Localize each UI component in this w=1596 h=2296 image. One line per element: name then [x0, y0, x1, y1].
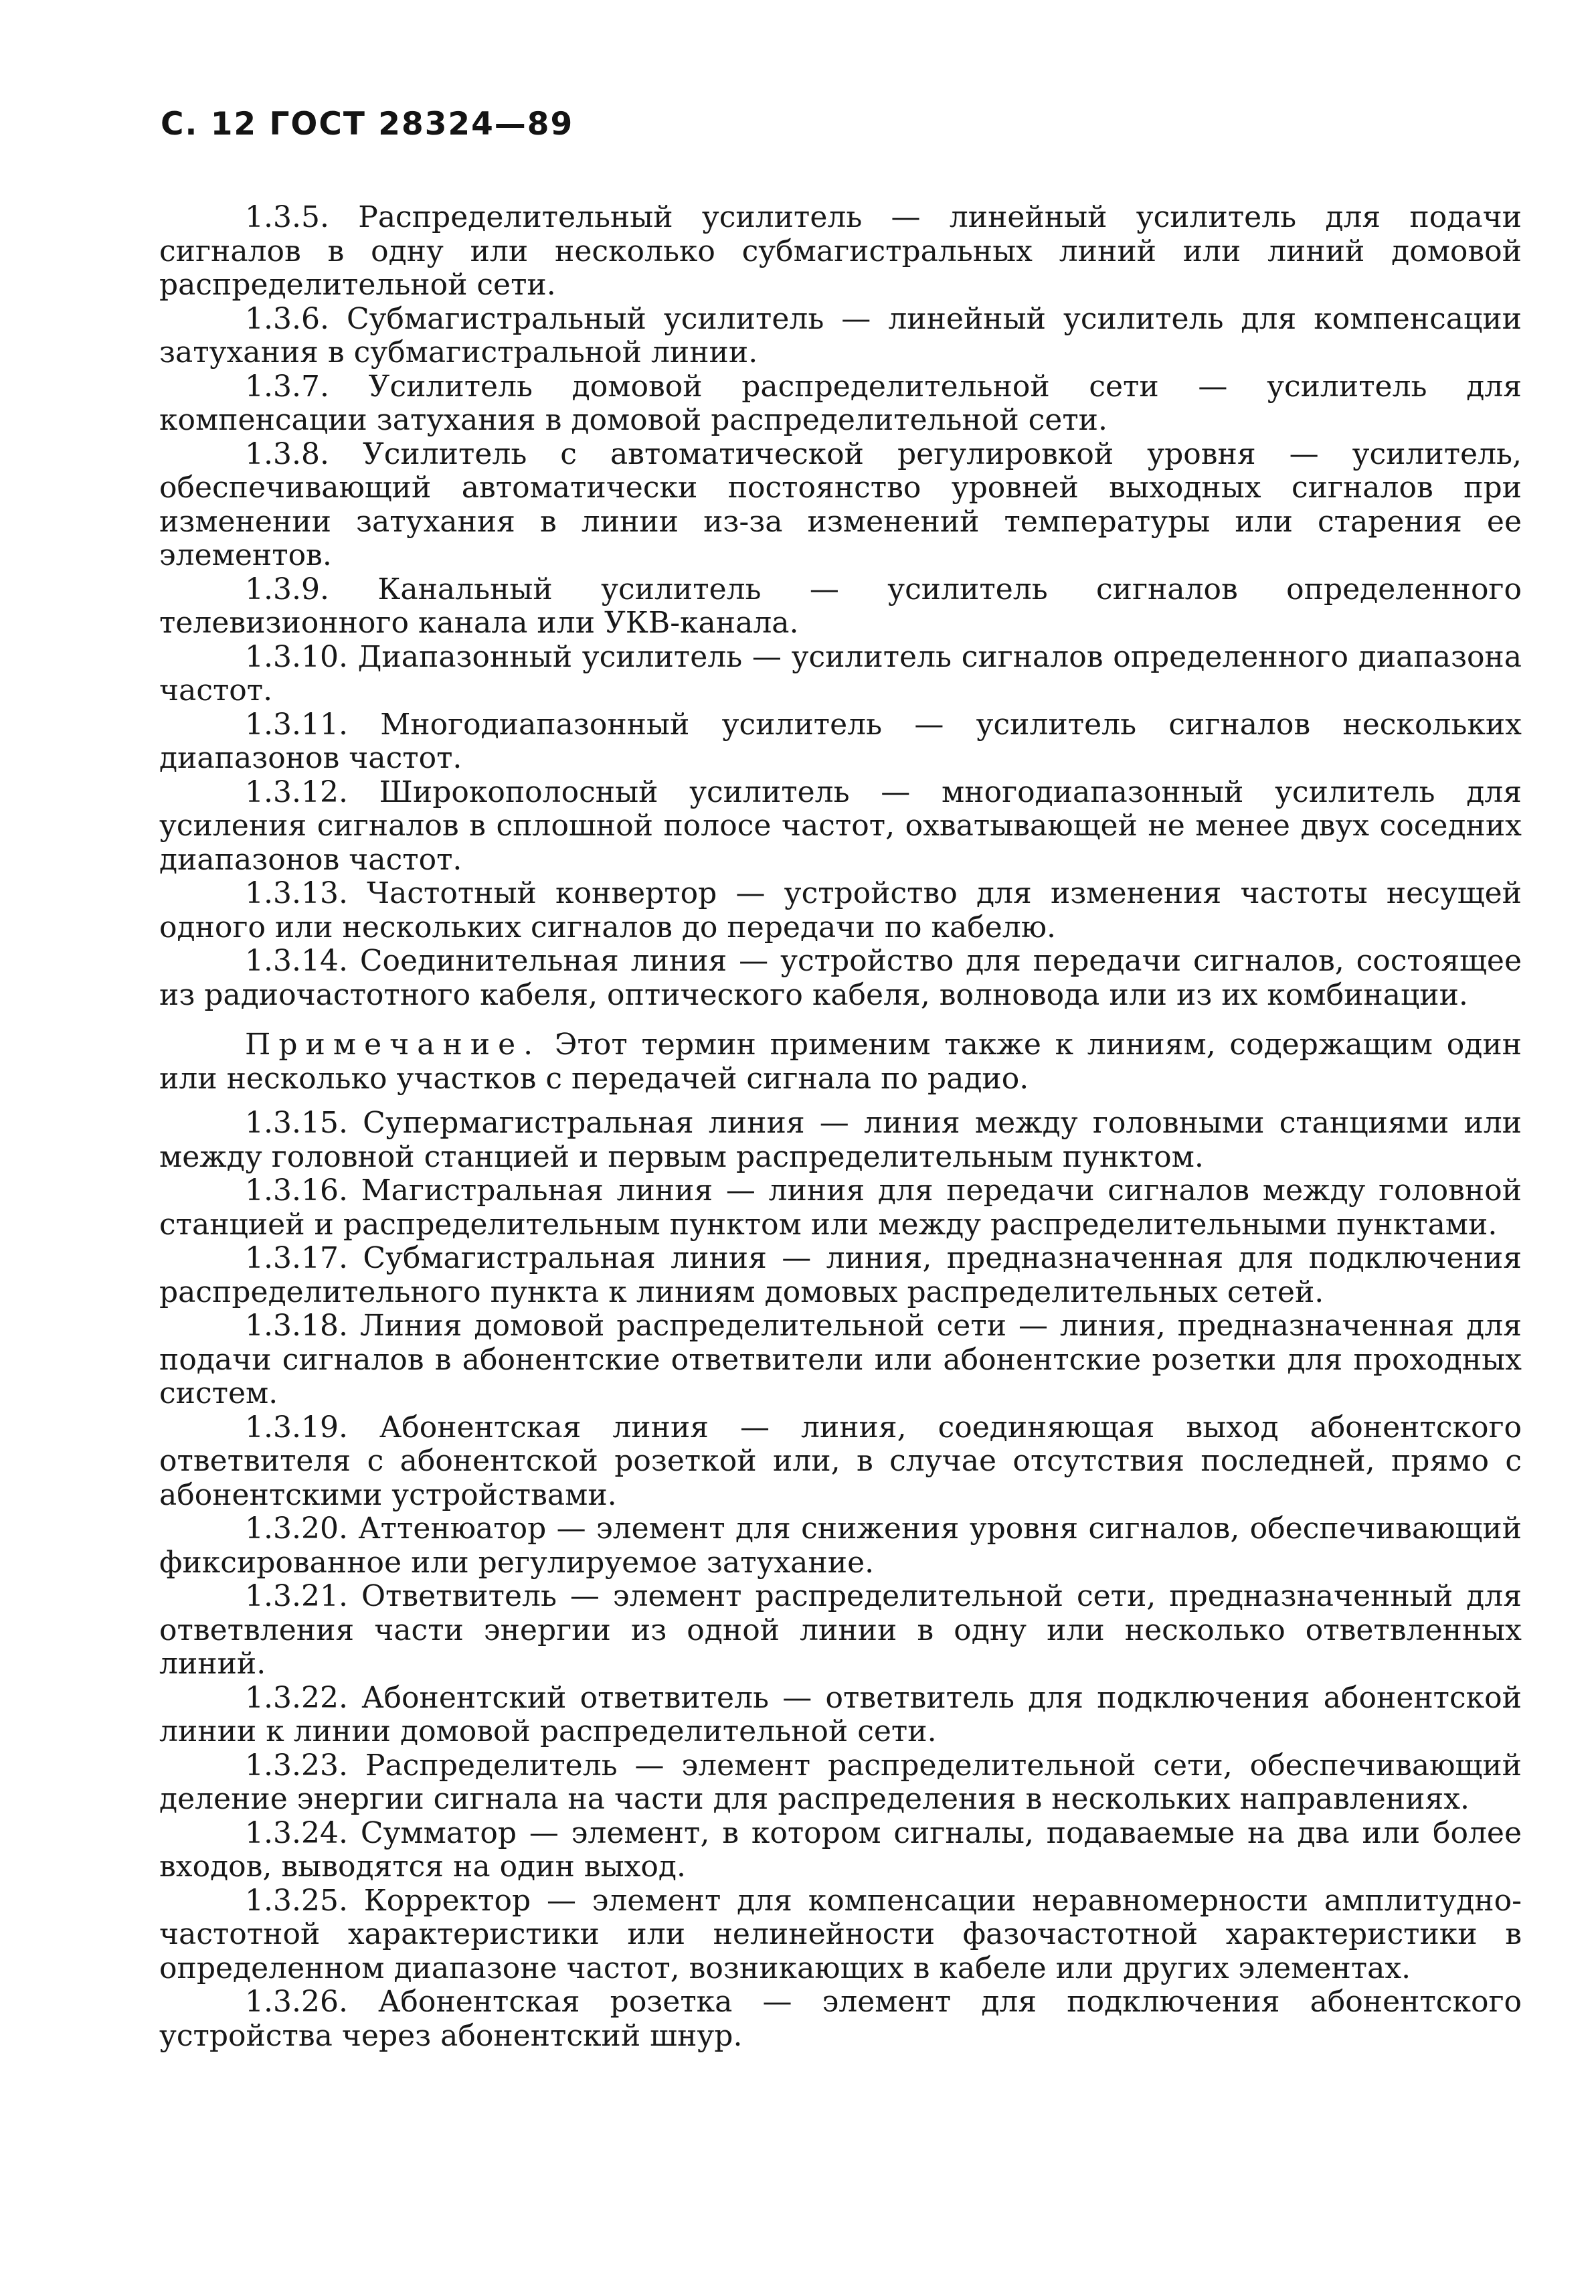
clause-number: 1.3.12. [245, 774, 348, 809]
clause-number: 1.3.8. [245, 436, 329, 471]
clause-number: 1.3.17. [245, 1241, 348, 1275]
clause-number: 1.3.16. [245, 1173, 348, 1208]
clause-number: 1.3.24. [245, 1815, 348, 1850]
clause-number: 1.3.26. [245, 1985, 348, 2019]
clause-text: Усилитель с автоматической регулировкой уровня — усилитель, обеспечивающий автоматически постоянство уровней выходных сигналов при изменении затухания в линии из-за изменений температуры или старения ее элементов. [159, 436, 1522, 572]
clause-1-3-9 [159, 573, 1522, 641]
clause-number: 1.3.25. [245, 1883, 348, 1918]
clause-text: Абонентский ответвитель — ответвитель для подключения абонентской линии к линии домовой распределительной сети. [159, 1680, 1522, 1748]
note-label: Примечание. [245, 1028, 541, 1062]
page-header: С. 12 ГОСТ 28324—89 [161, 106, 574, 143]
clause-1-3-13 [159, 877, 1522, 945]
clause-number: 1.3.14. [245, 944, 348, 978]
clause-1-3-24 [159, 1817, 1522, 1884]
clause-1-3-19 [159, 1411, 1522, 1513]
document-body [159, 201, 1522, 2053]
clause-1-3-15 [159, 1106, 1522, 1174]
clause-1-3-11 [159, 708, 1522, 776]
clause-number: 1.3.7. [245, 369, 329, 404]
clause-number: 1.3.21. [245, 1579, 348, 1613]
clause-1-3-7 [159, 370, 1522, 438]
clause-text: Соединительная линия — устройство для передачи сигналов, состоящее из радиочастотного кабеля, оптического кабеля, волновода или из их комбинации. [159, 944, 1522, 1012]
clause-1-3-5 [159, 201, 1522, 303]
note [159, 1028, 1522, 1096]
clause-text: Усилитель домовой распределительной сети — усилитель для компенсации затухания в домовой распределительной сети. [159, 369, 1522, 437]
clause-text: Магистральная линия — линия для передачи сигналов между головной станцией и распределительным пунктом или между распределительными пунктами. [159, 1173, 1522, 1242]
clause-number: 1.3.20. [245, 1511, 348, 1546]
clause-1-3-16 [159, 1174, 1522, 1242]
clause-text: Диапазонный усилитель — усилитель сигналов определенного диапазона частот. [159, 639, 1522, 708]
clause-text: Частотный конвертор — устройство для изменения частоты несущей одного или нескольких сигналов до передачи по кабелю. [159, 876, 1522, 945]
clause-1-3-23 [159, 1749, 1522, 1817]
clause-text: Супермагистральная линия — линия между головными станциями или между головной станцией и первым распределительным пунктом. [159, 1106, 1522, 1174]
note-text: Этот термин применим также к линиям, содержащим один или несколько участков с передачей сигнала по радио. [159, 1028, 1522, 1096]
clause-1-3-18 [159, 1309, 1522, 1411]
clause-number: 1.3.6. [245, 301, 329, 336]
clause-1-3-10 [159, 641, 1522, 708]
clause-number: 1.3.23. [245, 1748, 348, 1783]
clause-1-3-6 [159, 303, 1522, 370]
clause-1-3-12 [159, 776, 1522, 878]
clause-text: Аттенюатор — элемент для снижения уровня сигналов, обеспечивающий фиксированное или регулируемое затухание. [159, 1511, 1522, 1580]
clause-text: Ответвитель — элемент распределительной сети, предназначенный для ответвления части энергии из одной линии в одну или несколько ответвленных линий. [159, 1579, 1522, 1681]
clause-text: Субмагистральный усилитель — линейный усилитель для компенсации затухания в субмагистральной линии. [159, 301, 1522, 370]
clause-text: Многодиапазонный усилитель — усилитель сигналов нескольких диапазонов частот. [159, 707, 1522, 775]
clause-1-3-8 [159, 438, 1522, 573]
clause-text: Линия домовой распределительной сети — линия, предназначенная для подачи сигналов в абонентские ответвители или абонентские розетки для проходных систем. [159, 1309, 1522, 1410]
clause-number: 1.3.19. [245, 1410, 348, 1445]
clause-1-3-22 [159, 1682, 1522, 1749]
clause-number: 1.3.10. [245, 639, 348, 674]
clause-text: Корректор — элемент для компенсации неравномерности амплитудно-частотной характеристики или нелинейности фазочастотной характеристики в определенном диапазоне частот, возникающих в кабеле или других элементах. [159, 1883, 1522, 1985]
clause-number: 1.3.22. [245, 1680, 348, 1715]
clause-number: 1.3.9. [245, 572, 329, 606]
clause-number: 1.3.5. [245, 200, 329, 234]
clause-1-3-25 [159, 1884, 1522, 1986]
clause-text: Сумматор — элемент, в котором сигналы, подаваемые на два или более входов, выводятся на один выход. [159, 1815, 1522, 1884]
clause-text: Абонентская линия — линия, соединяющая выход абонентского ответвителя с абонентской розеткой или, в случае отсутствия последней, прямо с абонентскими устройствами. [159, 1410, 1522, 1512]
clause-1-3-26 [159, 1985, 1522, 2053]
clause-1-3-14 [159, 945, 1522, 1012]
clause-text: Распределитель — элемент распределительной сети, обеспечивающий деление энергии сигнала на части для распределения в нескольких направлениях. [159, 1748, 1522, 1816]
clause-number: 1.3.18. [245, 1309, 348, 1343]
clause-text: Абонентская розетка — элемент для подключения абонентского устройства через абонентский шнур. [159, 1985, 1522, 2053]
clause-number: 1.3.13. [245, 876, 348, 910]
clause-number: 1.3.11. [245, 707, 348, 742]
clause-text: Широкополосный усилитель — многодиапазонный усилитель для усиления сигналов в сплошной полосе частот, охватывающей не менее двух соседних диапазонов частот. [159, 774, 1522, 877]
clause-text: Канальный усилитель — усилитель сигналов определенного телевизионного канала или УКВ-канала. [159, 572, 1522, 640]
clause-1-3-21 [159, 1580, 1522, 1682]
clause-number: 1.3.15. [245, 1106, 348, 1140]
clause-text: Распределительный усилитель — линейный усилитель для подачи сигналов в одну или несколько субмагистральных линий или линий домовой распределительной сети. [159, 200, 1522, 302]
clause-text: Субмагистральная линия — линия, предназначенная для подключения распределительного пункта к линиям домовых распределительных сетей. [159, 1241, 1522, 1309]
clause-1-3-20 [159, 1512, 1522, 1580]
clause-1-3-17 [159, 1242, 1522, 1309]
